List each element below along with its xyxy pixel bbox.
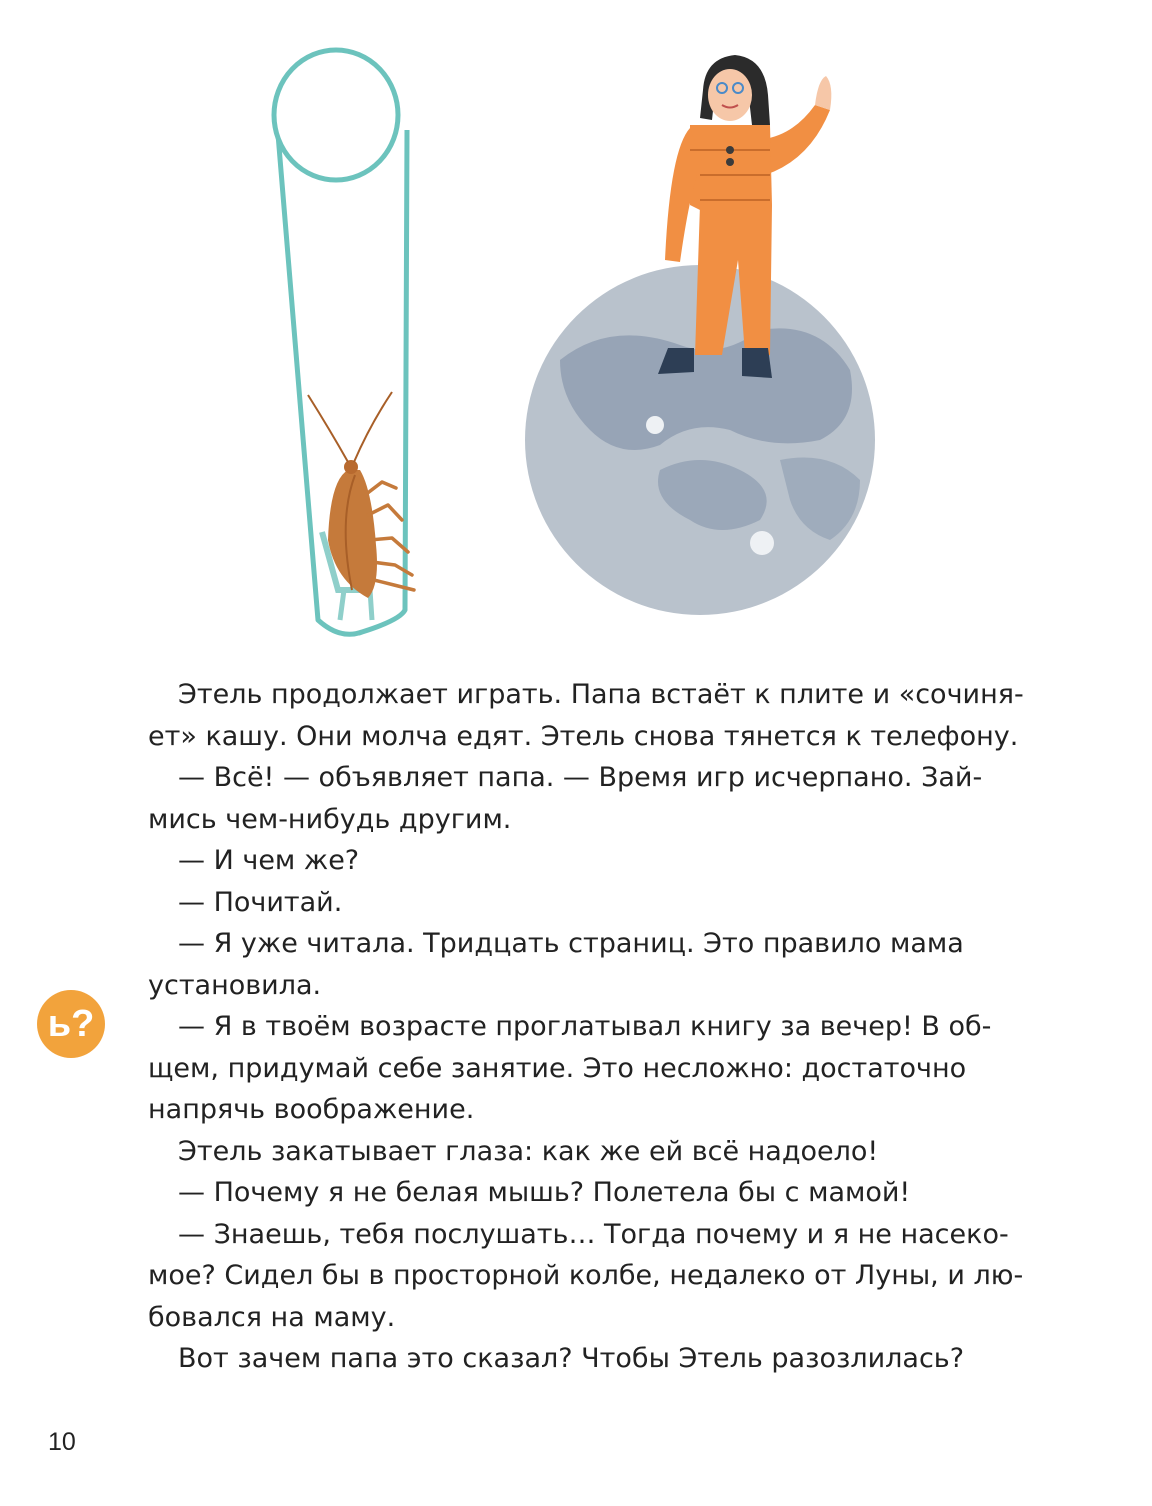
text-line: ет» кашу. Они молча едят. Этель снова тянется к телефону. <box>148 720 1019 752</box>
text-line: установила. <box>148 969 322 1001</box>
text-line: мись чем-нибудь другим. <box>148 803 512 835</box>
text-line: — Я уже читала. Тридцать страниц. Это правило мама <box>178 928 964 959</box>
text-line: Этель закатывает глаза: как же ей всё надоело! <box>178 1135 879 1167</box>
text-line: бовался на маму. <box>148 1301 396 1333</box>
text-line: — Почитай. <box>178 886 343 918</box>
page-number: 10 <box>48 1428 76 1456</box>
text-line: — Я в твоём возрасте проглатывал книгу за вечер! В об- <box>178 1011 992 1042</box>
text-line: щем, придумай себе занятие. Это несложно: достаточно <box>148 1052 967 1084</box>
text-line: — И чем же? <box>178 845 360 876</box>
text-line: мое? Сидел бы в просторной колбе, недалеко от Луны, и лю- <box>148 1260 1024 1291</box>
story-text <box>148 674 1024 1380</box>
illustration <box>0 0 1152 660</box>
question-marker-icon: ь? <box>37 990 105 1058</box>
cockroach-illustration <box>308 392 414 598</box>
text-line: — Знаешь, тебя послушать… Тогда почему и я не насеко- <box>178 1218 1009 1250</box>
text-line: — Почему я не белая мышь? Полетела бы с мамой! <box>178 1177 911 1208</box>
text-line: — Всё! — объявляет папа. — Время игр исчерпано. Зай- <box>178 762 983 793</box>
text-line: напрячь воображение. <box>148 1094 475 1125</box>
flask-illustration <box>274 50 414 634</box>
text-line: Этель продолжает играть. Папа встаёт к плите и «сочиня- <box>178 679 1024 710</box>
text-line: Вот зачем папа это сказал? Чтобы Этель разозлилась? <box>178 1343 965 1374</box>
